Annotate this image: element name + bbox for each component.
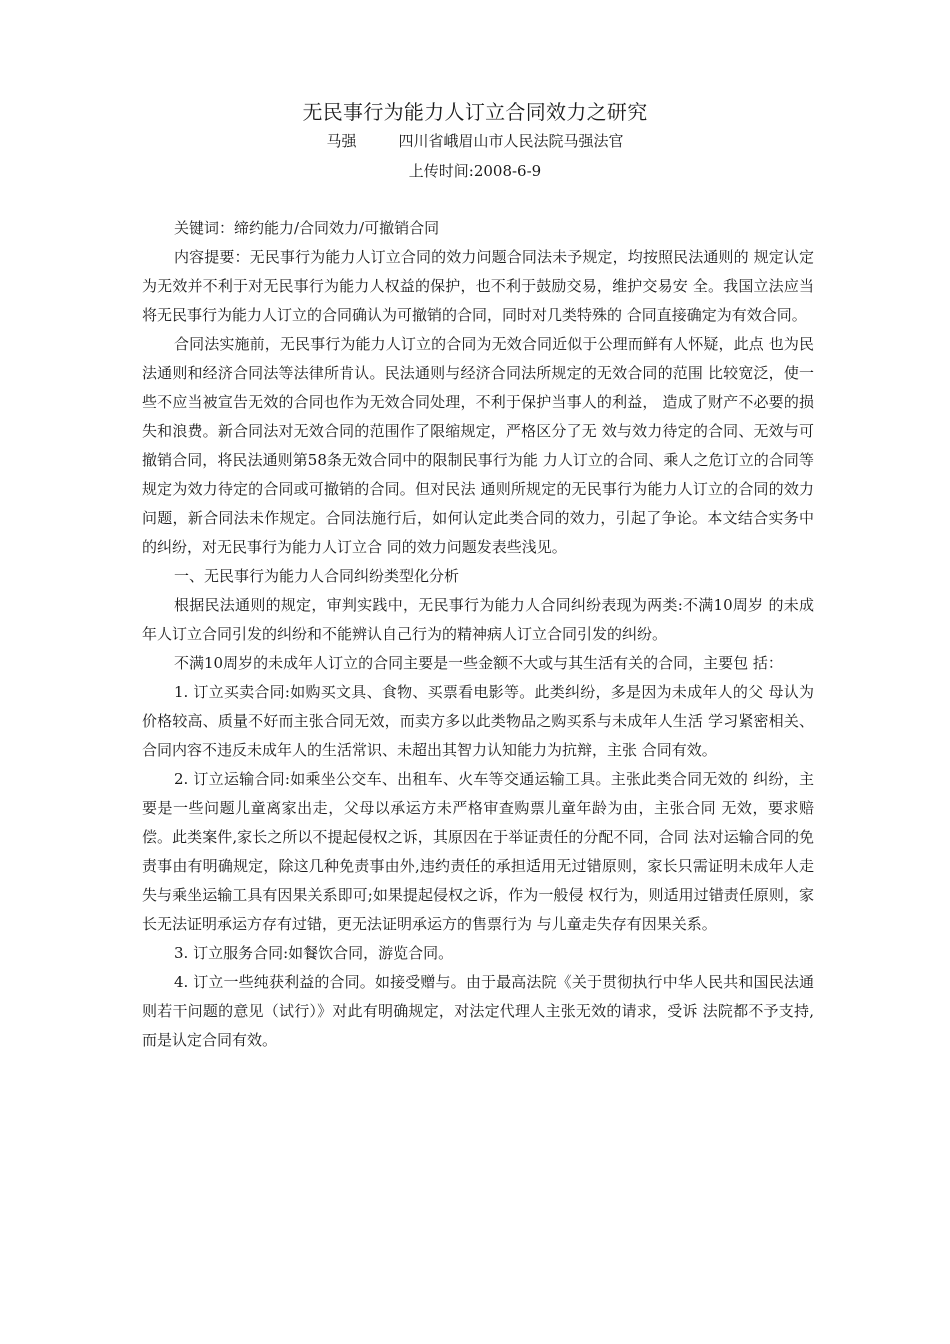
document-title: 无民事行为能力人订立合同效力之研究 <box>302 100 648 124</box>
list-item: 3. 订立服务合同:如餐饮合同，游览合同。 <box>174 944 454 962</box>
author-name: 马强 <box>326 132 357 150</box>
upload-time: 上传时间:2008-6-9 <box>408 162 542 180</box>
body-paragraph: 根据民法通则的规定，审判实践中，无民事行为能力人合同纠纷表现为两类:不满10周岁 的未成年人订立合同引发的纠纷和不能辨认自己行为的精神病人订立合同引发的纠纷。 <box>142 596 814 643</box>
author-line <box>0 130 950 152</box>
author-affiliation: 四川省峨眉山市人民法院马强法官 <box>398 132 624 150</box>
section-heading: 一、无民事行为能力人合同纠纷类型化分析 <box>174 567 460 585</box>
body-paragraph: 不满10周岁的未成年人订立的合同主要是一些金额不大或与其生活有关的合同，主要包 括： <box>174 654 783 672</box>
document-body <box>142 214 814 1055</box>
list-item: 4. 订立一些纯获利益的合同。如接受赠与。由于最高法院《关于贯彻执行中华人民共和国民法通则若干问题的意见（试行）》对此有明确规定，对法定代理人主张无效的请求，受诉 法院都不予支持,而是认定合同有效。 <box>142 973 814 1049</box>
abstract-paragraph: 内容提要：无民事行为能力人订立合同的效力问题合同法未予规定，均按照民法通则的 规定认定为无效并不利于对无民事行为能力人权益的保护，也不利于鼓励交易，维护交易安 全。我国立法应当将无民事行为能力人订立的合同确认为可撤销的合同，同时对几类特殊的 合同直接确定为有效合同。 <box>142 248 814 324</box>
keywords-paragraph: 关键词：缔约能力/合同效力/可撤销合同 <box>174 219 440 237</box>
list-item: 1. 订立买卖合同:如购买文具、食物、买票看电影等。此类纠纷，多是因为未成年人的父 母认为价格较高、质量不好而主张合同无效，而卖方多以此类物品之购买系与未成年人生活 学习紧密相关、合同内容不违反未成年人的生活常识、未超出其智力认知能力为抗辩，主张 合同有效。 <box>142 683 814 759</box>
list-item: 2. 订立运输合同:如乘坐公交车、出租车、火车等交通运输工具。主张此类合同无效的 纠纷，主要是一些问题儿童离家出走，父母以承运方未严格审查购票儿童年龄为由，主张合同 无效，要求赔偿。此类案件,家长之所以不提起侵权之诉，其原因在于举证责任的分配不同，合同 法对运输合同的免责事由有明确规定，除这几种免责事由外,违约责任的承担适用无过错原则，家长只需证明未成年人走失与乘坐运输工具有因果关系即可;如果提起侵权之诉，作为一般侵 权行为，则适用过错责任原则，家长无法证明承运方存有过错，更无法证明承运方的售票行为 与儿童走失存有因果关系。 <box>142 770 814 933</box>
body-paragraph: 合同法实施前，无民事行为能力人订立的合同为无效合同近似于公理而鲜有人怀疑，此点 也为民法通则和经济合同法等法律所肯认。民法通则与经济合同法所规定的无效合同的范围 比较宽泛，使一些不应当被宣告无效的合同也作为无效合同处理，不利于保护当事人的利益， 造成了财产不必要的损失和浪费。新合同法对无效合同的范围作了限缩规定，严格区分了无 效与效力待定的合同、无效与可撤销合同，将民法通则第58条无效合同中的限制民事行为能 力人订立的合同、乘人之危订立的合同等规定为效力待定的合同或可撤销的合同。但对民法 通则所规定的无民事行为能力人订立的合同的效力问题，新合同法未作规定。合同法施行后，如何认定此类合同的效力，引起了争论。本文结合实务中的纠纷，对无民事行为能力人订立合 同的效力问题发表些浅见。 <box>142 335 814 556</box>
